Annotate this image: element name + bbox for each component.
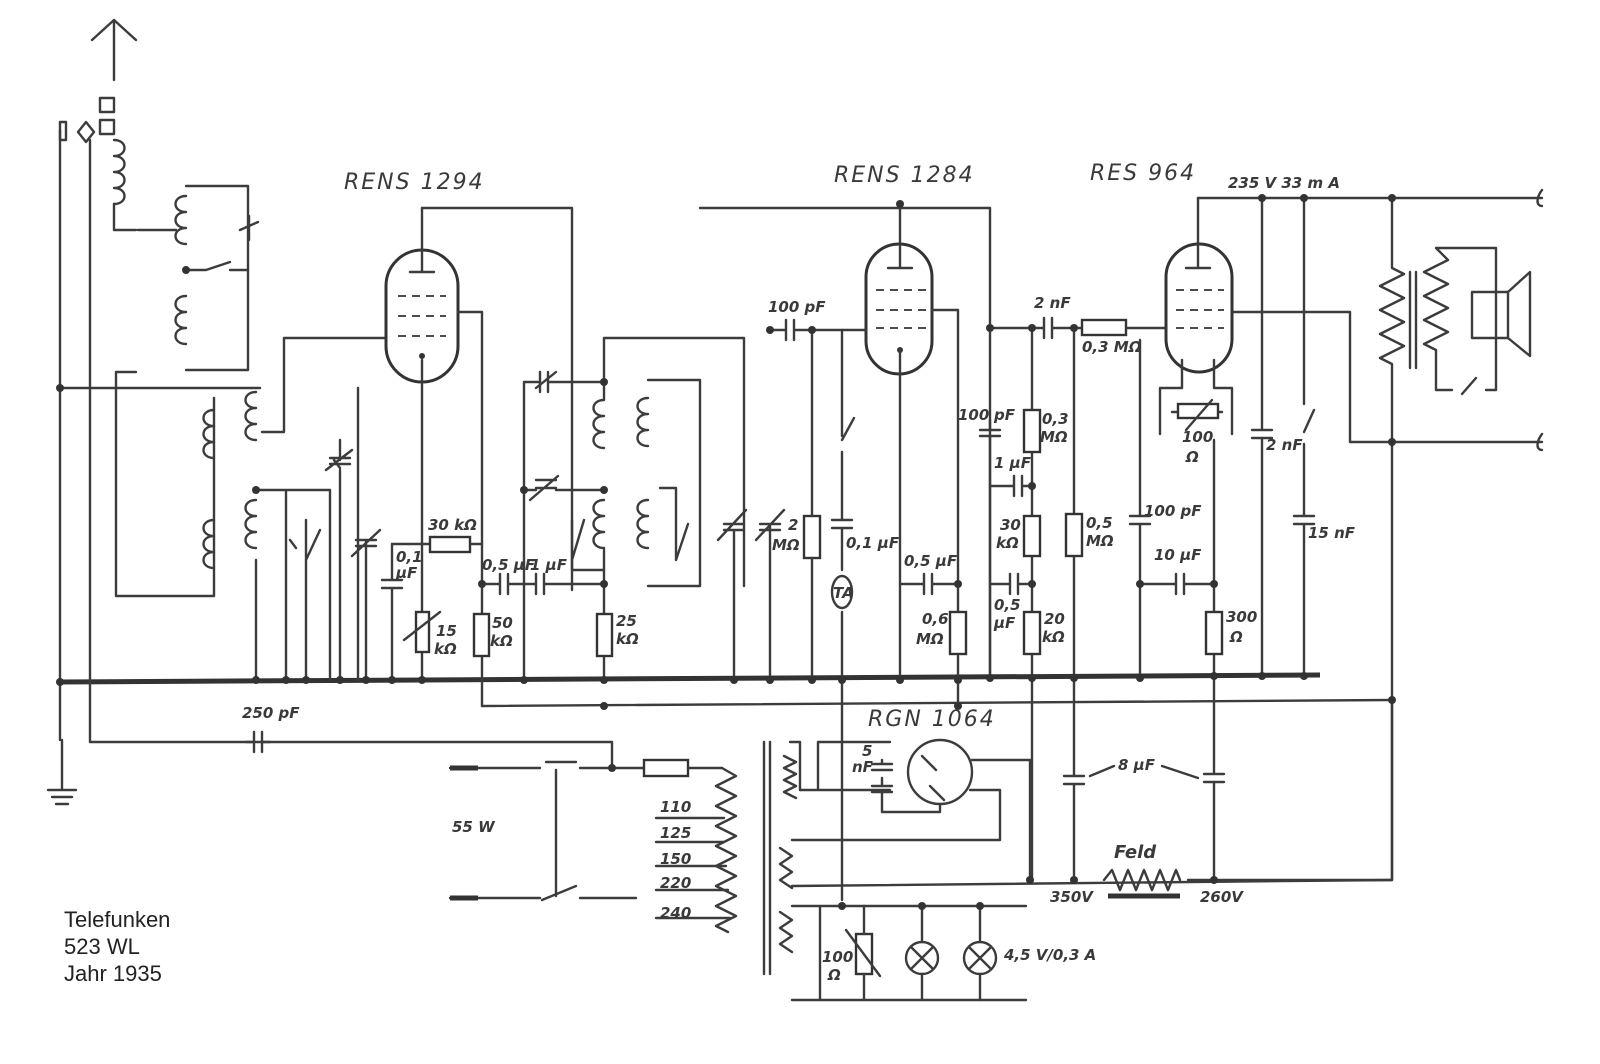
res-30k-2 bbox=[1024, 516, 1040, 556]
label-tap-150: 150 bbox=[660, 850, 692, 868]
label-c10u: 10 µF bbox=[1154, 546, 1202, 564]
ground-bus bbox=[60, 675, 1320, 682]
label-c100p-2b: pF bbox=[994, 406, 1015, 424]
ground-symbol bbox=[48, 740, 76, 804]
caption-brand: Telefunken bbox=[64, 907, 171, 932]
label-c5n-a: 5 bbox=[862, 742, 873, 760]
label-r2m-a: 2 bbox=[788, 516, 799, 534]
label-r2m-b: MΩ bbox=[772, 536, 800, 554]
res-25k bbox=[597, 614, 612, 656]
antenna-coil bbox=[114, 140, 214, 596]
res-0.3M-pot bbox=[1024, 410, 1040, 452]
label-ta: TA bbox=[833, 584, 854, 602]
rectifier-rgn-1064 bbox=[872, 740, 1030, 880]
label-r05m-b: MΩ bbox=[1086, 532, 1114, 550]
label-c01u-2: 0,1 µF bbox=[846, 534, 900, 552]
res-50k bbox=[474, 614, 489, 656]
pilot-lamps bbox=[906, 906, 996, 1000]
label-r30k2-b: kΩ bbox=[996, 534, 1019, 552]
label-r30k: 30 kΩ bbox=[428, 516, 477, 534]
label-rens-1284: RENS 1284 bbox=[834, 163, 975, 188]
label-c15n: 15 nF bbox=[1308, 524, 1356, 542]
label-c100p-1: 100 pF bbox=[768, 298, 826, 316]
pot-100-hum bbox=[1178, 400, 1218, 430]
antenna-symbol bbox=[60, 20, 136, 142]
label-r03m-a: 0,3 bbox=[1042, 410, 1069, 428]
label-c05u-1: 0,5 µF bbox=[482, 556, 536, 574]
res-2M bbox=[804, 516, 820, 558]
label-p100h-b: Ω bbox=[828, 966, 841, 984]
res-0.6M bbox=[950, 612, 966, 654]
label-r03m-b: MΩ bbox=[1040, 428, 1068, 446]
label-power: 55 W bbox=[452, 818, 495, 836]
label-c01u-a: 0,1 bbox=[396, 548, 423, 566]
label-260v: 260V bbox=[1200, 888, 1243, 906]
label-p100-b: Ω bbox=[1186, 448, 1199, 466]
label-r25k-b: kΩ bbox=[616, 630, 639, 648]
label-c1u-1: 1 µF bbox=[530, 556, 567, 574]
res-20k bbox=[1024, 612, 1040, 654]
label-res-964: RES 964 bbox=[1090, 161, 1197, 186]
label-field: Feld bbox=[1114, 842, 1157, 863]
label-r03m-2: 0,3 MΩ bbox=[1082, 338, 1142, 356]
label-r30k2-a: 30 bbox=[1000, 516, 1021, 534]
label-p100h-a: 100 bbox=[822, 948, 854, 966]
speaker-icon bbox=[1472, 272, 1530, 356]
label-rens-1294: RENS 1294 bbox=[344, 170, 485, 195]
label-tap-125: 125 bbox=[660, 824, 692, 842]
label-c05u-2: 0,5 µF bbox=[904, 552, 958, 570]
res-0.3M-series bbox=[1082, 320, 1126, 335]
label-tap-220: 220 bbox=[660, 874, 692, 892]
label-c250p: 250 pF bbox=[242, 704, 300, 722]
b-plus-rail bbox=[482, 700, 1392, 706]
label-r25k-a: 25 bbox=[616, 612, 637, 630]
label-c100p-3: 100 pF bbox=[1144, 502, 1202, 520]
tube-rens-1284 bbox=[866, 204, 932, 374]
label-c1u-2: 1 µF bbox=[994, 454, 1031, 472]
res-300 bbox=[1206, 612, 1222, 654]
tube-res-964 bbox=[1166, 198, 1232, 372]
caption bbox=[64, 906, 170, 987]
label-c2n-2: 2 nF bbox=[1266, 436, 1303, 454]
label-r15k-b: kΩ bbox=[434, 640, 457, 658]
label-tap-110: 110 bbox=[660, 798, 692, 816]
label-r300-b: Ω bbox=[1230, 628, 1243, 646]
label-c01u-b: µF bbox=[396, 564, 418, 582]
rf-coil-lower bbox=[204, 338, 423, 680]
res-0.5M bbox=[1066, 514, 1082, 556]
label-r50k-a: 50 bbox=[492, 614, 513, 632]
label-r06m-a: 0,6 bbox=[922, 610, 949, 628]
tube-rens-1294 bbox=[386, 208, 458, 680]
label-lamps: 4,5 V/0,3 A bbox=[1004, 946, 1097, 964]
label-rgn-1064: RGN 1064 bbox=[868, 707, 996, 732]
label-r15k-a: 15 bbox=[436, 622, 457, 640]
label-c100p-2a: 100 bbox=[958, 406, 990, 424]
label-c2n-1: 2 nF bbox=[1034, 294, 1071, 312]
label-r50k-b: kΩ bbox=[490, 632, 513, 650]
label-c05u-3a: 0,5 bbox=[994, 596, 1021, 614]
label-r300-a: 300 bbox=[1226, 608, 1258, 626]
label-r20k-a: 20 bbox=[1044, 610, 1065, 628]
label-anode-supply: 235 V 33 m A bbox=[1228, 174, 1340, 192]
label-p100-a: 100 bbox=[1182, 428, 1214, 446]
label-350v: 350V bbox=[1050, 888, 1093, 906]
caption-model: 523 WL bbox=[64, 934, 140, 959]
label-c8u: 8 µF bbox=[1118, 756, 1155, 774]
label-tap-240: 240 bbox=[660, 904, 692, 922]
label-c05u-3b: µF bbox=[994, 614, 1016, 632]
fuse bbox=[644, 760, 688, 776]
rf-coil-upper bbox=[138, 186, 258, 370]
output-transformer bbox=[1380, 198, 1542, 880]
label-r20k-b: kΩ bbox=[1042, 628, 1065, 646]
label-r06m-b: MΩ bbox=[916, 630, 944, 648]
label-c5n-b: nF bbox=[852, 758, 873, 776]
caption-year: Jahr 1935 bbox=[64, 961, 162, 986]
label-r05m-a: 0,5 bbox=[1086, 514, 1113, 532]
